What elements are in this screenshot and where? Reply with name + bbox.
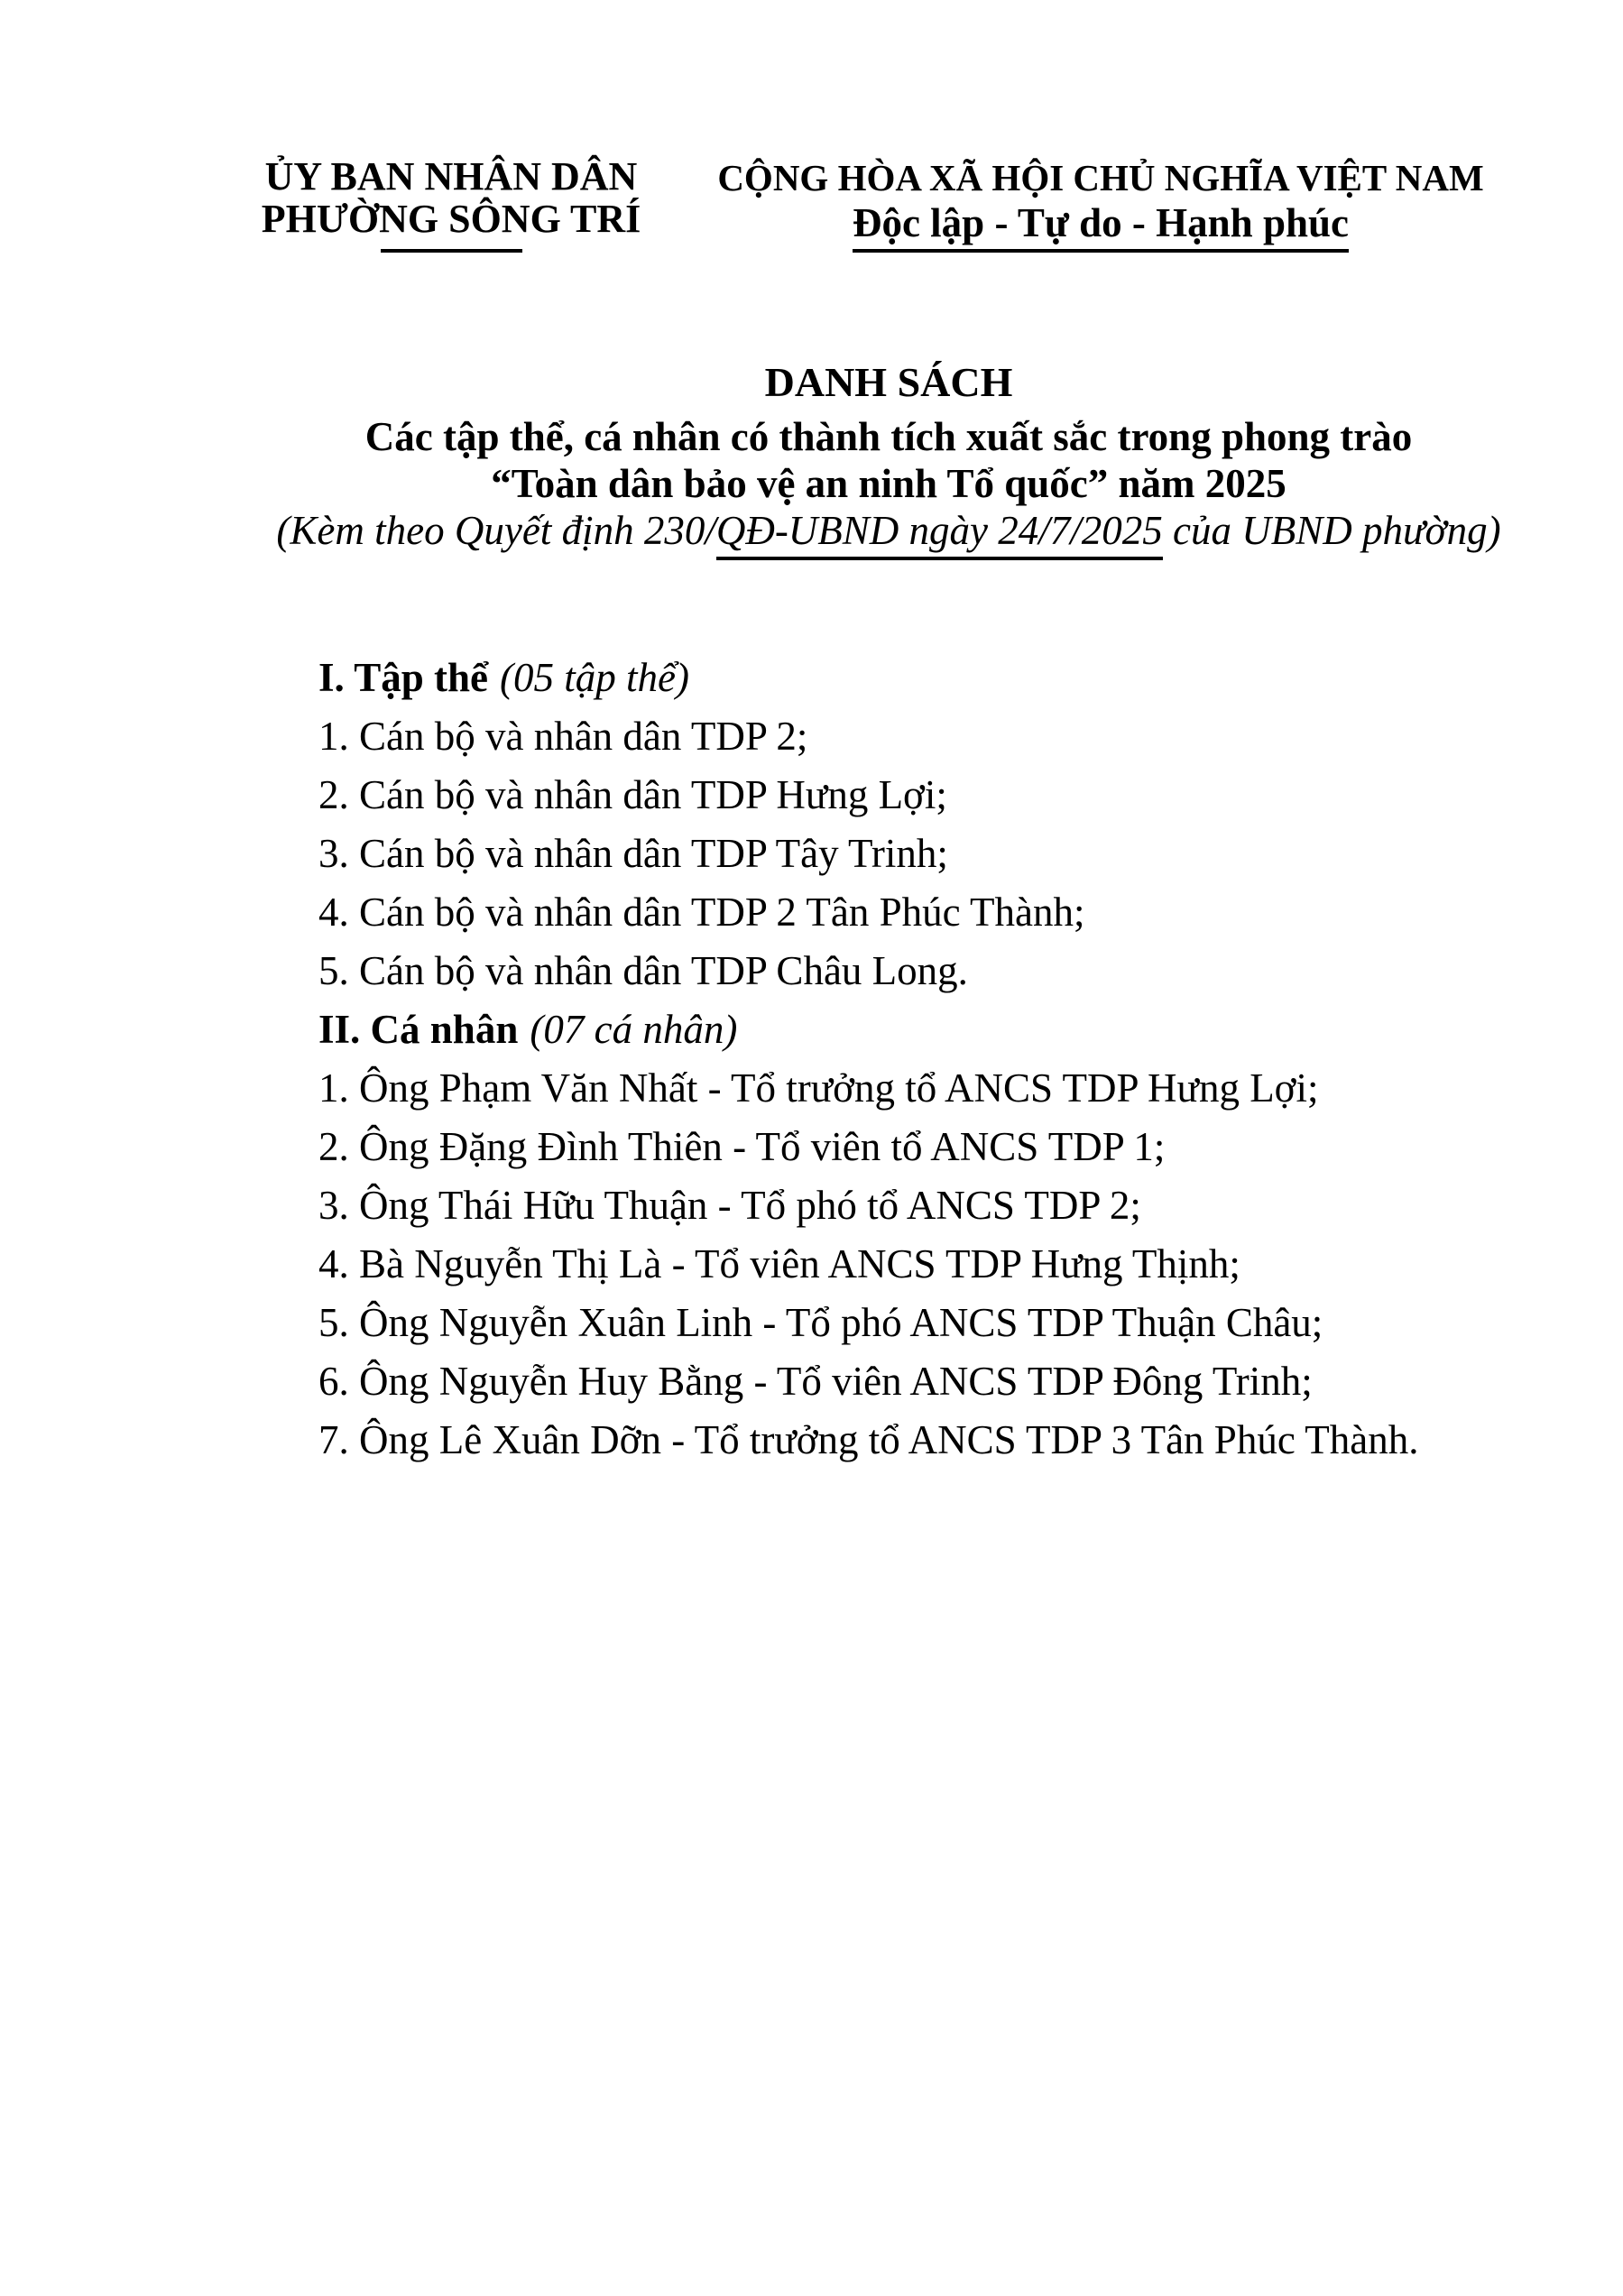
list-item: 4. Cán bộ và nhân dân TDP 2 Tân Phúc Thành; [318, 890, 1085, 935]
issuing-authority-separator [381, 249, 522, 253]
attachment-note [257, 507, 1520, 554]
section-1-heading-note: (05 tập thể) [499, 655, 689, 700]
document-body [0, 649, 1623, 1470]
list-item: 2. Cán bộ và nhân dân TDP Hưng Lợi; [318, 772, 947, 817]
document-subtitle-2: “Toàn dân bảo vệ an ninh Tổ quốc” năm 2025 [491, 461, 1286, 506]
section-2-heading [0, 1000, 1623, 1059]
issuing-authority-line1: ỦY BAN NHÂN DÂN [264, 154, 638, 198]
attachment-note-underlined: QĐ-UBND ngày 24/7/2025 [716, 508, 1163, 560]
document-subtitle-1: Các tập thể, cá nhân có thành tích xuất sắc trong phong trào [364, 414, 1413, 459]
list-item: 2. Ông Đặng Đình Thiên - Tổ viên tổ ANCS TDP 1; [318, 1124, 1166, 1169]
section-1-heading-label: I. Tập thể [318, 655, 488, 700]
list-item: 7. Ông Lê Xuân Dỡn - Tổ trưởng tổ ANCS TDP 3 Tân Phúc Thành. [318, 1417, 1419, 1462]
list-item: 6. Ông Nguyễn Huy Bằng - Tổ viên ANCS TDP Đông Trinh; [318, 1359, 1313, 1404]
list-item: 5. Cán bộ và nhân dân TDP Châu Long. [318, 948, 968, 993]
document-title-block [257, 359, 1520, 554]
national-motto: Độc lập - Tự do - Hạnh phúc [853, 201, 1349, 253]
national-header-block [704, 157, 1498, 253]
issuing-authority-line2: PHƯỜNG SÔNG TRÍ [261, 197, 641, 241]
list-item: 4. Bà Nguyễn Thị Là - Tổ viên ANCS TDP Hưng Thịnh; [318, 1241, 1240, 1286]
issuing-authority-block [226, 155, 677, 253]
list-item: 1. Ông Phạm Văn Nhất - Tổ trưởng tổ ANCS TDP Hưng Lợi; [318, 1065, 1319, 1111]
list-item: 3. Cán bộ và nhân dân TDP Tây Trinh; [318, 831, 948, 876]
list-item: 1. Cán bộ và nhân dân TDP 2; [318, 714, 808, 759]
section-2-heading-label: II. Cá nhân [318, 1007, 519, 1052]
document-title: DANH SÁCH [764, 359, 1013, 405]
section-2-heading-note: (07 cá nhân) [530, 1007, 738, 1052]
section-1-heading [0, 649, 1623, 707]
list-item: 5. Ông Nguyễn Xuân Linh - Tổ phó ANCS TDP Thuận Châu; [318, 1300, 1323, 1345]
list-item: 3. Ông Thái Hữu Thuận - Tổ phó tổ ANCS TDP 2; [318, 1183, 1141, 1228]
attachment-note-suffix: của UBND phường) [1162, 508, 1501, 553]
attachment-note-prefix: (Kèm theo Quyết định 230/ [276, 508, 716, 553]
national-title: CỘNG HÒA XÃ HỘI CHỦ NGHĨA VIỆT NAM [717, 157, 1484, 198]
